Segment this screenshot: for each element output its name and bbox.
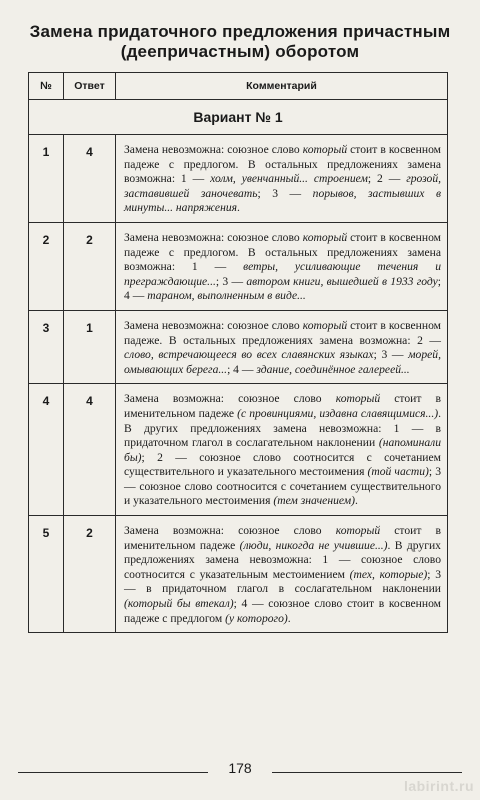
comment-text: ; 3 — союзное слово соотносится с сочетанием существительного и указательного местоимения [124,465,442,508]
comment-example-text: который [302,143,348,156]
comment-text: ; 3 — в придаточном глагол в сослагательном наклонении [124,567,441,596]
comment-example-text: (люди, никогда не учившие...) [239,538,388,552]
comment-text: Замена невозможна: союзное слово [124,318,303,332]
comment-example-text: автором книги, вышедшей в 1933 году [246,274,438,288]
comment-text: . [237,201,240,215]
table-row [29,222,448,310]
comment-text: ; 2 — союзное слово соотносится с сочетанием существительного и указательного местоимения [124,450,441,479]
comment-text: ; 3 — [257,186,313,200]
table-header-row [29,73,448,100]
comment-example-text: (у которого) [225,611,288,625]
comment-text: Замена возможна: союзное слово [124,392,336,406]
comment-example-text: (тех, которые) [349,567,428,581]
column-header-number: № [29,73,64,100]
comment-text: ; 3 — [215,274,247,288]
row-comment [116,222,448,310]
row-number: 5 [29,516,64,633]
comment-example-text: морей, омывающих берега... [124,348,441,376]
variant-row [29,100,448,135]
footer-rule-left [18,772,208,773]
page-number: 178 [228,760,252,776]
comment-text: стоит в косвенном падеже. В остальных предложениях замена возможна: 2 — [124,318,441,347]
comment-text: стоит в косвенном падеже с предлогом. В остальных предложениях замена возможна: 1 — [124,230,441,274]
row-answer: 2 [64,516,116,633]
comment-text: ; 2 — [367,172,407,186]
footer-rule-right [272,772,462,773]
comment-example-text: слово, встречающееся во всех славянских языках [124,348,374,362]
page-title: Замена придаточного предложения причастным (деепричастным) оборотом [29,22,451,61]
comment-text: стоит в именительном падеже [124,392,441,420]
comment-example-text: (напоминали бы) [124,436,441,464]
comment-text: Замена возможна: союзное слово [124,524,336,538]
row-answer: 4 [64,384,116,516]
table-row [29,310,448,383]
row-answer: 4 [64,135,116,223]
comment-text: Замена невозможна: союзное слово [124,143,303,156]
comment-example-text: который [302,318,348,332]
variant-label: Вариант № 1 [29,100,448,135]
row-number: 2 [29,222,64,310]
comment-text: ; 3 — [373,348,409,362]
comment-example-text: порывов, застывших в минуты... напряжения [124,186,441,215]
comment-example-text: который [302,230,348,244]
row-answer: 2 [64,222,116,310]
comment-text: ; 4 — союзное слово стоит в косвенном падеже с предлогом [124,597,441,625]
comment-text: . [287,611,291,625]
comment-text: стоит в косвенном падеже с предлогом. В остальных предложениях замена возможна: 1 — [124,143,441,186]
comment-text: . В других предложениях замена невозможна: 1 — в придаточном глагол в сослагательном наклонении [124,406,441,450]
row-answer: 1 [64,310,116,383]
column-header-answer: Ответ [64,73,116,100]
comment-text: . [355,494,358,508]
row-comment [116,310,448,383]
comment-example-text: холм, увенчанный... строением [210,172,368,186]
table-row [29,384,448,516]
table-row [29,135,448,223]
comment-example-text: который [335,524,381,538]
row-number: 3 [29,310,64,383]
comment-text: . В других предложениях замена невозможна: 1 — союзное слово соотносится с указательным местоимением [124,538,441,581]
watermark-logo: labirint.ru [403,778,474,794]
comment-example-text: грозой, заставившей заночевать [124,172,442,200]
comment-example-text: ветры, усиливающие течения и преграждающие... [124,260,442,288]
comment-text: Замена невозможна: союзное слово [124,230,303,244]
comment-example-text: (той части) [367,465,429,479]
comment-text: стоит в именительном падеже [124,524,441,552]
row-number: 1 [29,135,64,223]
row-number: 4 [29,384,64,516]
column-header-comment: Комментарий [116,73,448,100]
comment-example-text: (тем значением) [273,494,355,508]
comment-example-text: здание, соединённое галереей... [256,362,410,376]
answers-table [28,72,448,633]
row-comment [116,135,448,223]
table-row [29,516,448,633]
comment-example-text: (который бы втекал) [124,597,234,611]
comment-example-text: который [335,392,381,406]
comment-example-text: тараном, выполненным в виде... [147,289,306,303]
row-comment [116,516,448,633]
comment-example-text: (с провинциями, издавна славящимися...) [237,406,439,420]
row-comment [116,384,448,516]
comment-text: ; 4 — [124,274,441,303]
comment-text: ; 4 — [227,362,257,376]
